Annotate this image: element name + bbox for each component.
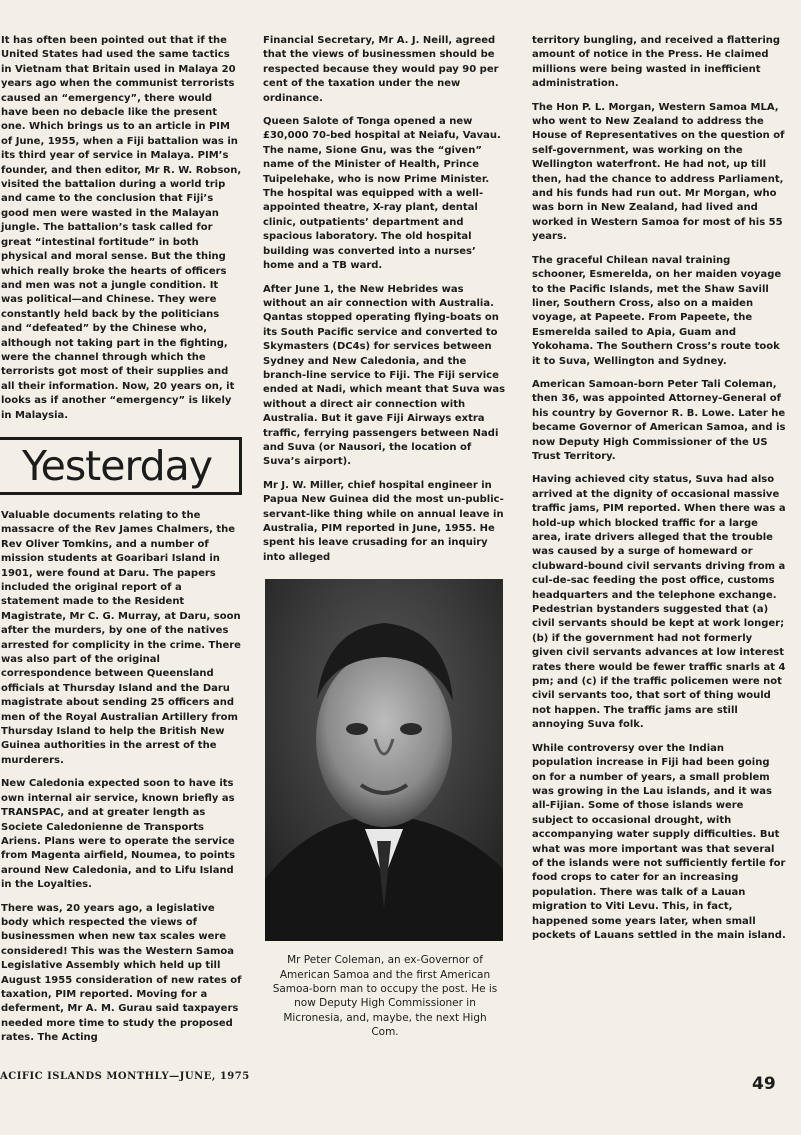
photo-caption: Mr Peter Coleman, an ex-Governor of American Samoa and the first American Samoa-born man to occupy the post. He is now Deputy High Commissioner in Micronesia, and, maybe, the next High Com. bbox=[272, 954, 498, 1039]
article-bungling: territory bungling, and received a flattering amount of notice in the Press. He claimed millions were being wasted in inefficient administration. bbox=[532, 35, 781, 90]
article-air-connection: After June 1, the New Hebrides was without an air connection with Australia. Qantas stopped operating flying-boats on its South Pacific service and converted to Skymasters (DC4s) for services between Sydney and New Caledonia, and the branch-line service to Fiji. The Fiji service ended at Nadi, which meant that Suva was without a direct air connection with Australia. But it gave Fiji Airways extra traffic, ferrying passengers between Nadi and Suva (or Nausori, the location of Suva’s airport). bbox=[263, 283, 506, 468]
article-tax-continued: Financial Secretary, Mr A. J. Neill, agreed that the views of businessmen should be respected because they would pay 90 per cent of the taxation under the new ordinance. bbox=[263, 35, 499, 104]
article-esmerelda: The graceful Chilean naval training schooner, Esmerelda, on her maiden voyage to the Pacific Islands, met the Shaw Savill liner, Southern Cross, also on a maiden voyage, at Papeete. From Papeete, the Esmerelda sailed to Apia, Guam and Yokohama. The Southern Cross’s route took it to Suva, Wellington and Sydney. bbox=[532, 254, 782, 367]
article-malaya: It has often been pointed out that if the United States had used the same tactics in Vietnam that Britain used in Malaya 20 years ago when the communist terrorists caused an “emergency”, there would have been no debacle like the present one. Which brings us to an article in PIM of June, 1955, when a Fiji battalion was in its third year of service in Malaya. PIM’s founder, and then editor, Mr R. W. Robson, visited the battalion during a world trip and came to the conclusion that Fiji’s good men were wasted in the Malayan jungle. The battalion’s task called for great “intestinal fortitude” in both physical and moral sense. But the thing which really broke the hearts of officers and men was not a jungle condition. It was political—and Chinese. They were constantly held back by the politicians and “defeated” by the Chinese who, although not taking part in the fighting, were the channel through which the terrorists got most of their supplies and all their information. Now, 20 years on, it looks as if another “emergency” is likely in Malaysia. bbox=[1, 35, 242, 421]
article-suva-traffic: Having achieved city status, Suva had also arrived at the dignity of occasional massive traffic jams, PIM reported. When there was a hold-up which blocked traffic for a large area, irate drivers alleged that the trouble was caused by a surge of homeward or clubward-bound civil servants driving from a cul-de-sac feeding the post office, customs headquarters and the telephone exchange. Pedestrian bystanders suggested that (a) civil servants should be kept at work longer; (b) if the government had not formerly given civil servants advances at low interest rates there would be fewer traffic snarls at 4 pm; and (c) if the traffic policemen were not civil servants too, that sort of thing would not happen. The traffic jams are still annoying Suva folk. bbox=[532, 474, 786, 731]
article-chalmers: Valuable documents relating to the massacre of the Rev James Chalmers, the Rev Oliver Tomkins, and a number of mission students at Goaribari Island in 1901, were found at Daru. The papers included the original report of a statement made to the Resident Magistrate, Mr C. G. Murray, at Daru, soon after the murders, by one of the natives arrested for complicity in the crime. There was also part of the original correspondence between Queensland officials at Thursday Island and the Daru magistrate about sending 25 officers and men of the Royal Australian Artillery from Thursday Island to help the British New Guinea authorities in the arrest of the murderers. bbox=[1, 509, 241, 766]
article-morgan: The Hon P. L. Morgan, Western Samoa MLA, who went to New Zealand to address the House of Representatives on the question of self-government, was working on the Wellington waterfront. He had not, up till then, had the chance to address Parliament, and his funds had run out. Mr Morgan, who was born in New Zealand, had lived and worked in Western Samoa for most of his 55 years. bbox=[532, 101, 785, 243]
article-miller: Mr J. W. Miller, chief hospital engineer in Papua New Guinea did the most un-public-servant-like thing while on annual leave in Australia, PIM reported in June, 1955. He spent his leave crusading for an inquiry into alleged bbox=[263, 479, 504, 563]
article-coleman: American Samoan-born Peter Tali Coleman, then 36, was appointed Attorney-General of his country by Governor R. B. Lowe. Later he became Governor of American Samoa, and is now Deputy High Commissioner of the US Trust Territory. bbox=[532, 378, 786, 462]
column-left bbox=[0, 34, 242, 1055]
portrait-photo bbox=[265, 579, 503, 941]
article-tonga-hospital: Queen Salote of Tonga opened a new £30,000 70-bed hospital at Neiafu, Vavau. The name, Sione Gnu, was the “given” name of the Minister of Health, Prince Tuipelehake, who is now Prime Minister. The hospital was equipped with a well-appointed theatre, X-ray plant, dental clinic, outpatients’ department and spacious laboratory. The old hospital building was converted into a nurses’ home and a TB ward. bbox=[263, 116, 501, 272]
yesterday-heading-box bbox=[0, 437, 242, 495]
footer-publication: ACIFIC ISLANDS MONTHLY—JUNE, 1975 bbox=[0, 1071, 250, 1082]
article-lau-islands: While controversy over the Indian population increase in Fiji had been going on for a number of years, a small problem was growing in the Lau islands, and it was all-Fijian. Some of those islands were subject to occasional drought, with accompanying water supply difficulties. But what was more important was that several of the islands were not sufficiently fertile for food crops to cater for an increasing population. There was talk of a Lauan migration to Viti Levu. This, in fact, happened some years later, when small pockets of Lauans settled in the main island. bbox=[532, 742, 786, 941]
column-right bbox=[532, 34, 786, 952]
article-new-caledonia: New Caledonia expected soon to have its own internal air service, known briefly as TRANSPAC, and at greater length as Societe Caledonienne de Transports Ariens. Plans were to operate the service from Magenta airfield, Noumea, to points around New Caledonia, and to Lifu Island in the Loyalties. bbox=[1, 778, 236, 891]
page-number: 49 bbox=[752, 1074, 776, 1094]
section-heading: Yesterday bbox=[22, 441, 213, 490]
portrait-illustration bbox=[265, 579, 503, 941]
column-middle bbox=[263, 34, 507, 1040]
article-western-samoa-tax: There was, 20 years ago, a legislative body which respected the views of businessmen when new tax scales were considered! This was the Western Samoa Legislative Assembly which held up till August 1955 consideration of new rates of taxation, PIM reported. Moving for a deferment, Mr A. M. Gurau said taxpayers needed more time to study the proposed rates. The Acting bbox=[1, 902, 242, 1044]
